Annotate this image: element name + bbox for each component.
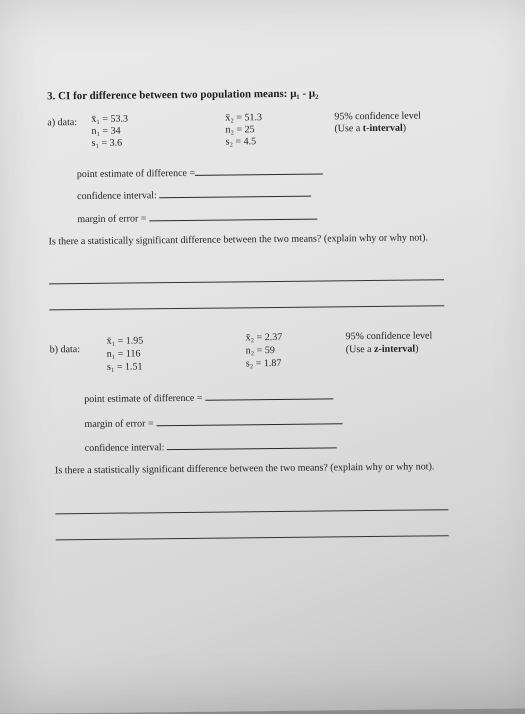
part-b-n1: n₁ = 116: [106, 348, 141, 360]
part-a-confidence-level: 95% confidence level: [334, 110, 421, 123]
part-b-point-estimate-prompt: point estimate of difference =: [84, 389, 333, 405]
part-a-interval-type: (Use a t-interval): [334, 122, 407, 135]
part-a-interval-name: t-interval: [362, 122, 403, 135]
part-b-answer-line-1[interactable]: [55, 509, 448, 514]
part-a-answer-line-1[interactable]: [49, 279, 444, 284]
part-a-s2: s₂ = 4.5: [225, 136, 257, 148]
part-b-xbar2: x̄₂ = 2.37: [245, 331, 283, 344]
part-a-margin-of-error-blank[interactable]: [149, 210, 317, 222]
part-a-s1: s₁ = 3.6: [91, 137, 123, 149]
part-a-confidence-interval-prompt: confidence interval:: [77, 187, 311, 202]
part-b-confidence-level: 95% confidence level: [345, 330, 433, 343]
part-b-s1: s₁ = 1.51: [106, 361, 143, 373]
part-a-point-estimate-prompt: point estimate of difference =: [77, 165, 323, 181]
part-a-significance-question: Is there a statistically significant difference between the two means? (explain why or why not).: [48, 232, 429, 248]
part-b-n2: n₂ = 59: [245, 345, 275, 357]
part-a-label: a) data:: [47, 117, 78, 129]
part-a-confidence-interval-blank[interactable]: [159, 187, 311, 199]
part-a-answer-line-2[interactable]: [49, 305, 444, 310]
part-b-xbar1: x̄₁ = 1.95: [106, 335, 144, 347]
part-a-margin-of-error-prompt: margin of error =: [77, 210, 317, 226]
part-b-label: b) data:: [49, 344, 81, 356]
part-a-n1: n₁ = 34: [91, 125, 121, 137]
question-title: 3. CI for difference between two population means: μ₁ - μ₂: [47, 87, 319, 103]
part-b-interval-type: (Use a z-interval): [345, 343, 419, 356]
part-a-point-estimate-blank[interactable]: [195, 165, 323, 176]
part-b-confidence-interval-prompt: confidence interval:: [85, 438, 337, 454]
part-a-xbar2: x̄₂ = 51.3: [225, 112, 263, 124]
part-b-margin-of-error-prompt: margin of error =: [84, 414, 342, 430]
part-b-margin-of-error-blank[interactable]: [156, 414, 342, 426]
part-b-confidence-interval-blank[interactable]: [167, 438, 337, 450]
part-b-interval-name: z-interval: [374, 343, 416, 355]
part-b-s2: s₂ = 1.87: [245, 357, 282, 370]
part-a-n2: n₂ = 25: [225, 124, 255, 136]
part-a-xbar1: x̄₁ = 53.3: [91, 113, 129, 125]
part-b-answer-line-2[interactable]: [56, 535, 449, 540]
part-b-point-estimate-blank[interactable]: [205, 389, 333, 400]
part-b-significance-question: Is there a statistically significant difference between the two means? (explain why or why not).: [54, 461, 435, 477]
